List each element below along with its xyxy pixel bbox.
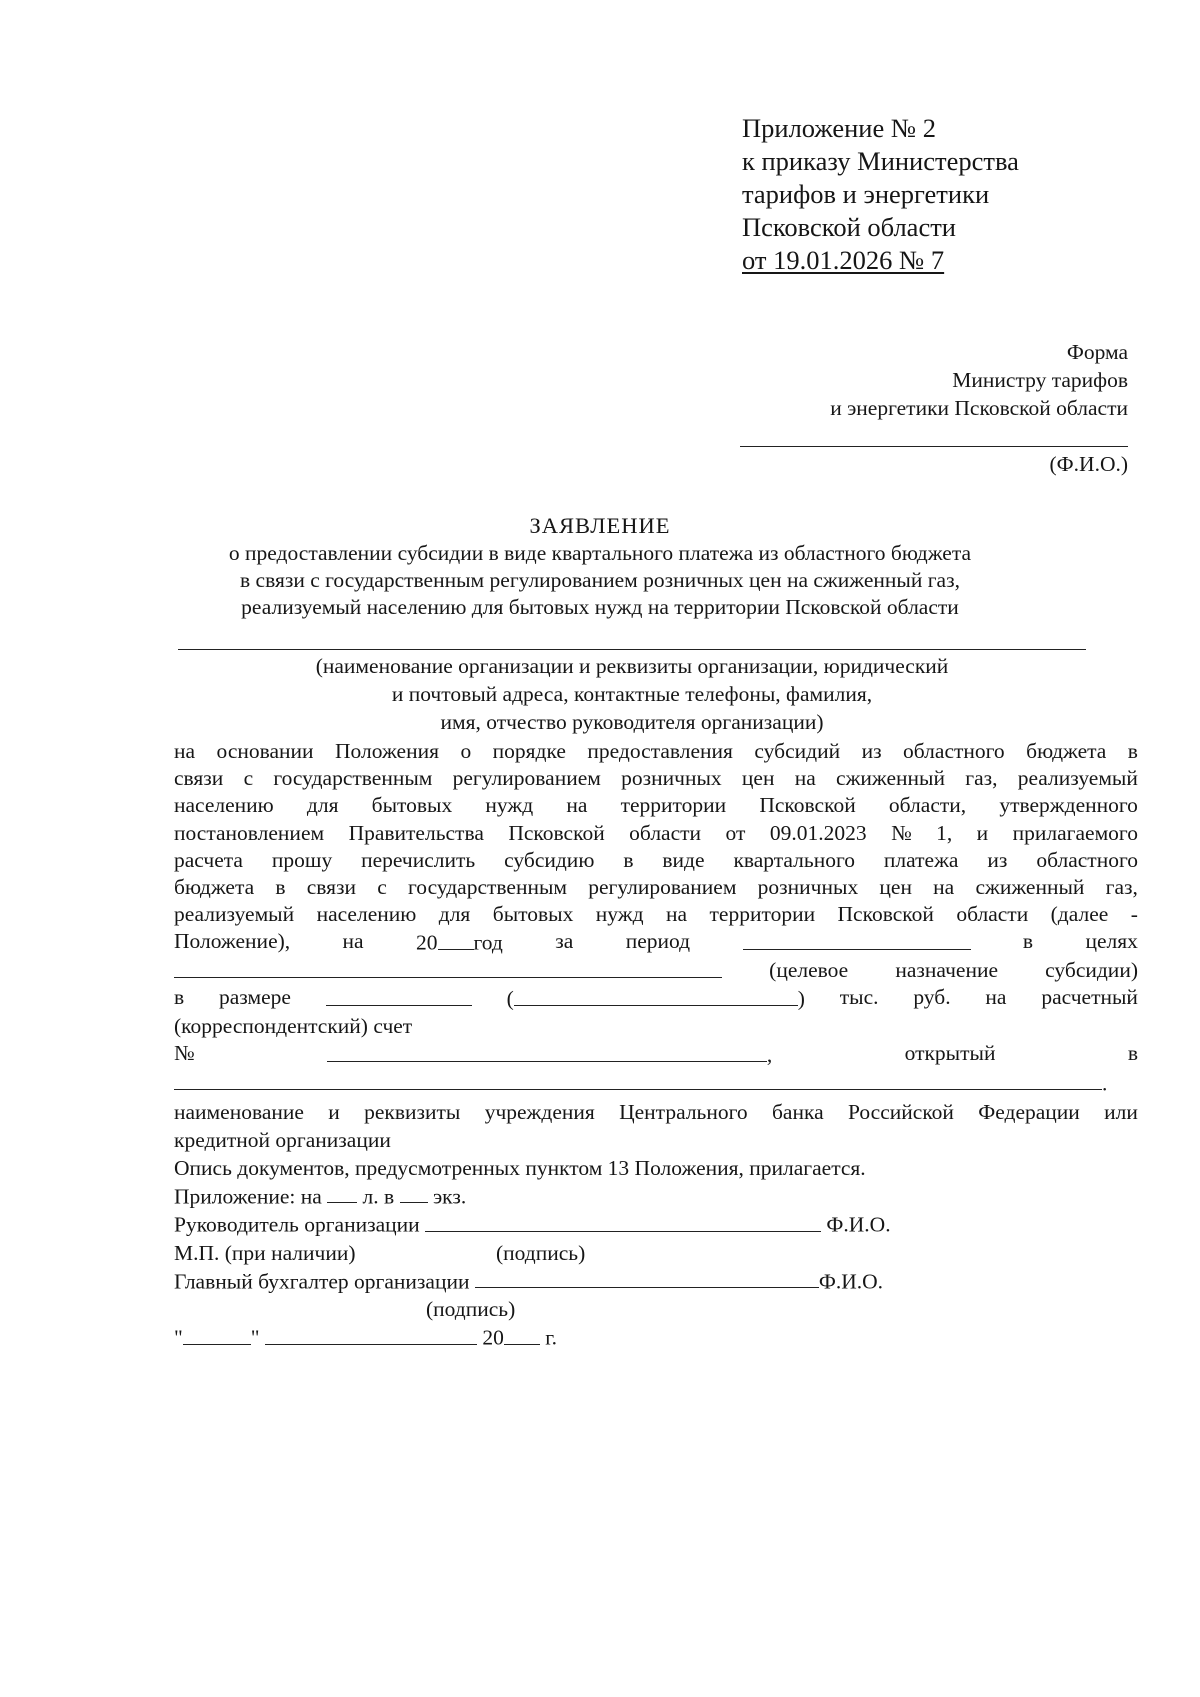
org-caption-line2: и почтовый адреса, контактные телефоны, фамилия,: [391, 682, 873, 706]
word: 09.01.2023: [769, 820, 867, 845]
addressee-line2: и энергетики Псковской области: [830, 396, 1128, 420]
amount-number-blank[interactable]: [326, 984, 472, 1005]
word: о: [460, 739, 472, 763]
word: с: [377, 875, 387, 900]
subtitle-line3: реализуемый населению для бытовых нужд на территории Псковской области: [241, 595, 959, 619]
body-line: [174, 765, 1138, 792]
word: связи: [306, 875, 357, 900]
word: государственным: [273, 766, 433, 791]
form-label: Форма: [1066, 340, 1128, 364]
date-year-blank[interactable]: [504, 1323, 540, 1344]
word: бюджета: [174, 875, 255, 900]
word: Положения: [335, 739, 439, 763]
period-blank[interactable]: [743, 928, 971, 949]
month-blank[interactable]: [265, 1323, 477, 1344]
word: на: [794, 766, 816, 791]
word: банка: [771, 1100, 824, 1124]
body-line-period: Положение), на 20 год за период в целях: [174, 929, 1138, 955]
word: бытовых: [492, 902, 574, 927]
word: порядке: [492, 739, 566, 763]
word: в: [1127, 739, 1138, 763]
word: сжиженный: [836, 766, 946, 791]
word: субсидий: [754, 739, 841, 763]
word: и: [328, 1100, 340, 1124]
word: платежа: [883, 847, 959, 872]
word: для: [306, 793, 339, 818]
word: с: [243, 766, 254, 791]
signature-section: [174, 1098, 1138, 1352]
accountant-signature-blank[interactable]: [475, 1267, 819, 1288]
body-line: [174, 874, 1138, 901]
attachment-line: Приложение: на л. в экз.: [174, 1182, 1138, 1210]
addressee-fio-caption: (Ф.И.О.): [1049, 452, 1128, 476]
day-blank[interactable]: [183, 1323, 251, 1344]
addressee-block: [708, 338, 1128, 422]
word: виде: [662, 847, 705, 872]
word: розничных: [757, 875, 859, 900]
word: цен: [879, 875, 912, 900]
word: области: [956, 902, 1029, 927]
word: из: [987, 847, 1008, 872]
stamp-line: М.П. (при наличии) (подпись): [174, 1240, 586, 1265]
word: связи: [174, 766, 224, 791]
word: территории: [709, 902, 816, 927]
word: населению: [316, 902, 417, 927]
body-line: [174, 847, 1138, 874]
organization-blank[interactable]: [178, 649, 1086, 650]
bank-caption-line: [174, 1098, 1138, 1126]
word: бюджета: [1026, 739, 1107, 763]
word: квартального: [733, 847, 855, 872]
body-line: [174, 738, 1138, 765]
word: или: [1104, 1100, 1138, 1124]
addressee-line1: Министру тарифов: [952, 368, 1128, 392]
word: для: [438, 902, 471, 927]
word: реквизиты: [364, 1100, 461, 1124]
word: от: [725, 820, 746, 845]
head-signature-blank[interactable]: [425, 1210, 821, 1231]
body-line: [174, 820, 1138, 847]
word: Псковской: [759, 793, 856, 818]
word: населению: [174, 793, 274, 818]
word: 1,: [936, 820, 953, 845]
word: регулированием: [452, 766, 601, 791]
word: на: [933, 875, 955, 900]
word: государственным: [408, 875, 568, 900]
application-body: [174, 738, 1138, 1097]
word: газ,: [1105, 875, 1138, 900]
appendix-order: к приказу Министерства: [742, 146, 1019, 176]
word: в: [623, 847, 634, 872]
date-line: " " 20 г.: [174, 1323, 1138, 1351]
signature-caption-line: (подпись): [426, 1297, 516, 1322]
year-blank[interactable]: [438, 928, 474, 949]
word: прилагаемого: [1012, 820, 1138, 845]
word: наименование: [174, 1100, 304, 1124]
body-line-bank: .: [174, 1069, 1138, 1098]
word: Центрального: [619, 1100, 748, 1124]
word: областного: [1036, 847, 1138, 872]
word: Федерации: [978, 1100, 1080, 1124]
org-caption-line3: имя, отчество руководителя организации): [440, 710, 824, 734]
word: учреждения: [484, 1100, 595, 1124]
appendix-date: от 19.01.2026 № 7: [742, 245, 945, 275]
appendix-header: [742, 112, 1019, 277]
word: газ,: [965, 766, 998, 791]
document-title: ЗАЯВЛЕНИЕ: [529, 513, 671, 538]
word: и: [976, 820, 989, 845]
body-line: [174, 901, 1138, 928]
word: территории: [620, 793, 727, 818]
body-line-amount: в размере ( ) тыс. руб. на расчетный: [174, 985, 1138, 1011]
word: Псковской: [508, 820, 605, 845]
inventory-line: Опись документов, предусмотренных пунктом 13 Положения, прилагается.: [174, 1156, 866, 1180]
bank-blank[interactable]: [174, 1069, 1102, 1090]
word: -: [1130, 902, 1138, 927]
word: на: [666, 902, 688, 927]
body-line-account-number: № , открытый в: [174, 1041, 1138, 1067]
word: бытовых: [371, 793, 453, 818]
word: реализуемый: [174, 902, 295, 927]
word: основании: [216, 739, 314, 763]
word: №: [891, 820, 912, 845]
accountant-signature-line: Главный бухгалтер организации Ф.И.О.: [174, 1267, 1138, 1295]
word: розничных: [621, 766, 722, 791]
word: перечислить: [361, 847, 476, 872]
addressee-fio-blank[interactable]: [740, 446, 1128, 447]
body-line: [174, 792, 1138, 819]
word: области: [629, 820, 702, 845]
appendix-ministry: тарифов и энергетики: [742, 179, 990, 209]
word: области,: [888, 793, 967, 818]
word: постановлением: [174, 820, 325, 845]
word: субсидию: [504, 847, 595, 872]
appendix-region: Псковской области: [742, 212, 956, 242]
word: нужд: [595, 902, 644, 927]
word: цен: [741, 766, 775, 791]
word: реализуемый: [1017, 766, 1138, 791]
word: нужд: [485, 793, 534, 818]
word: прошу: [271, 847, 333, 872]
sheets-blank[interactable]: [327, 1182, 357, 1203]
word: сжиженный: [975, 875, 1085, 900]
copies-blank[interactable]: [400, 1182, 428, 1203]
word: (далее: [1050, 902, 1109, 927]
word: расчета: [174, 847, 243, 872]
amount-words-blank[interactable]: [514, 984, 798, 1005]
appendix-number: Приложение № 2: [742, 113, 937, 143]
account-number-blank[interactable]: [327, 1040, 767, 1061]
organization-caption: [178, 652, 1086, 736]
word: Российской: [847, 1100, 954, 1124]
purpose-blank[interactable]: [174, 957, 722, 978]
org-caption-line1: (наименование организации и реквизиты организации, юридический: [315, 654, 949, 678]
body-line-purpose: (целевое назначение субсидии): [174, 957, 1138, 984]
head-signature-line: Руководитель организации Ф.И.О.: [174, 1210, 1138, 1238]
word: областного: [903, 739, 1005, 763]
body-line-account: (корреспондентский) счет: [174, 1013, 413, 1038]
word: утвержденного: [999, 793, 1138, 818]
word: предоставления: [587, 739, 733, 763]
bank-caption-line2: кредитной организации: [174, 1128, 391, 1152]
word: на: [174, 739, 196, 763]
word: Псковской: [837, 902, 934, 927]
word: на: [566, 793, 588, 818]
word: регулированием: [588, 875, 737, 900]
document-subtitle: [100, 540, 1100, 621]
subtitle-line1: о предоставлении субсидии в виде квартального платежа из областного бюджета: [228, 541, 972, 565]
word: из: [861, 739, 882, 763]
word: Правительства: [348, 820, 484, 845]
word: в: [275, 875, 286, 900]
subtitle-line2: в связи с государственным регулированием розничных цен на сжиженный газ,: [240, 568, 960, 592]
